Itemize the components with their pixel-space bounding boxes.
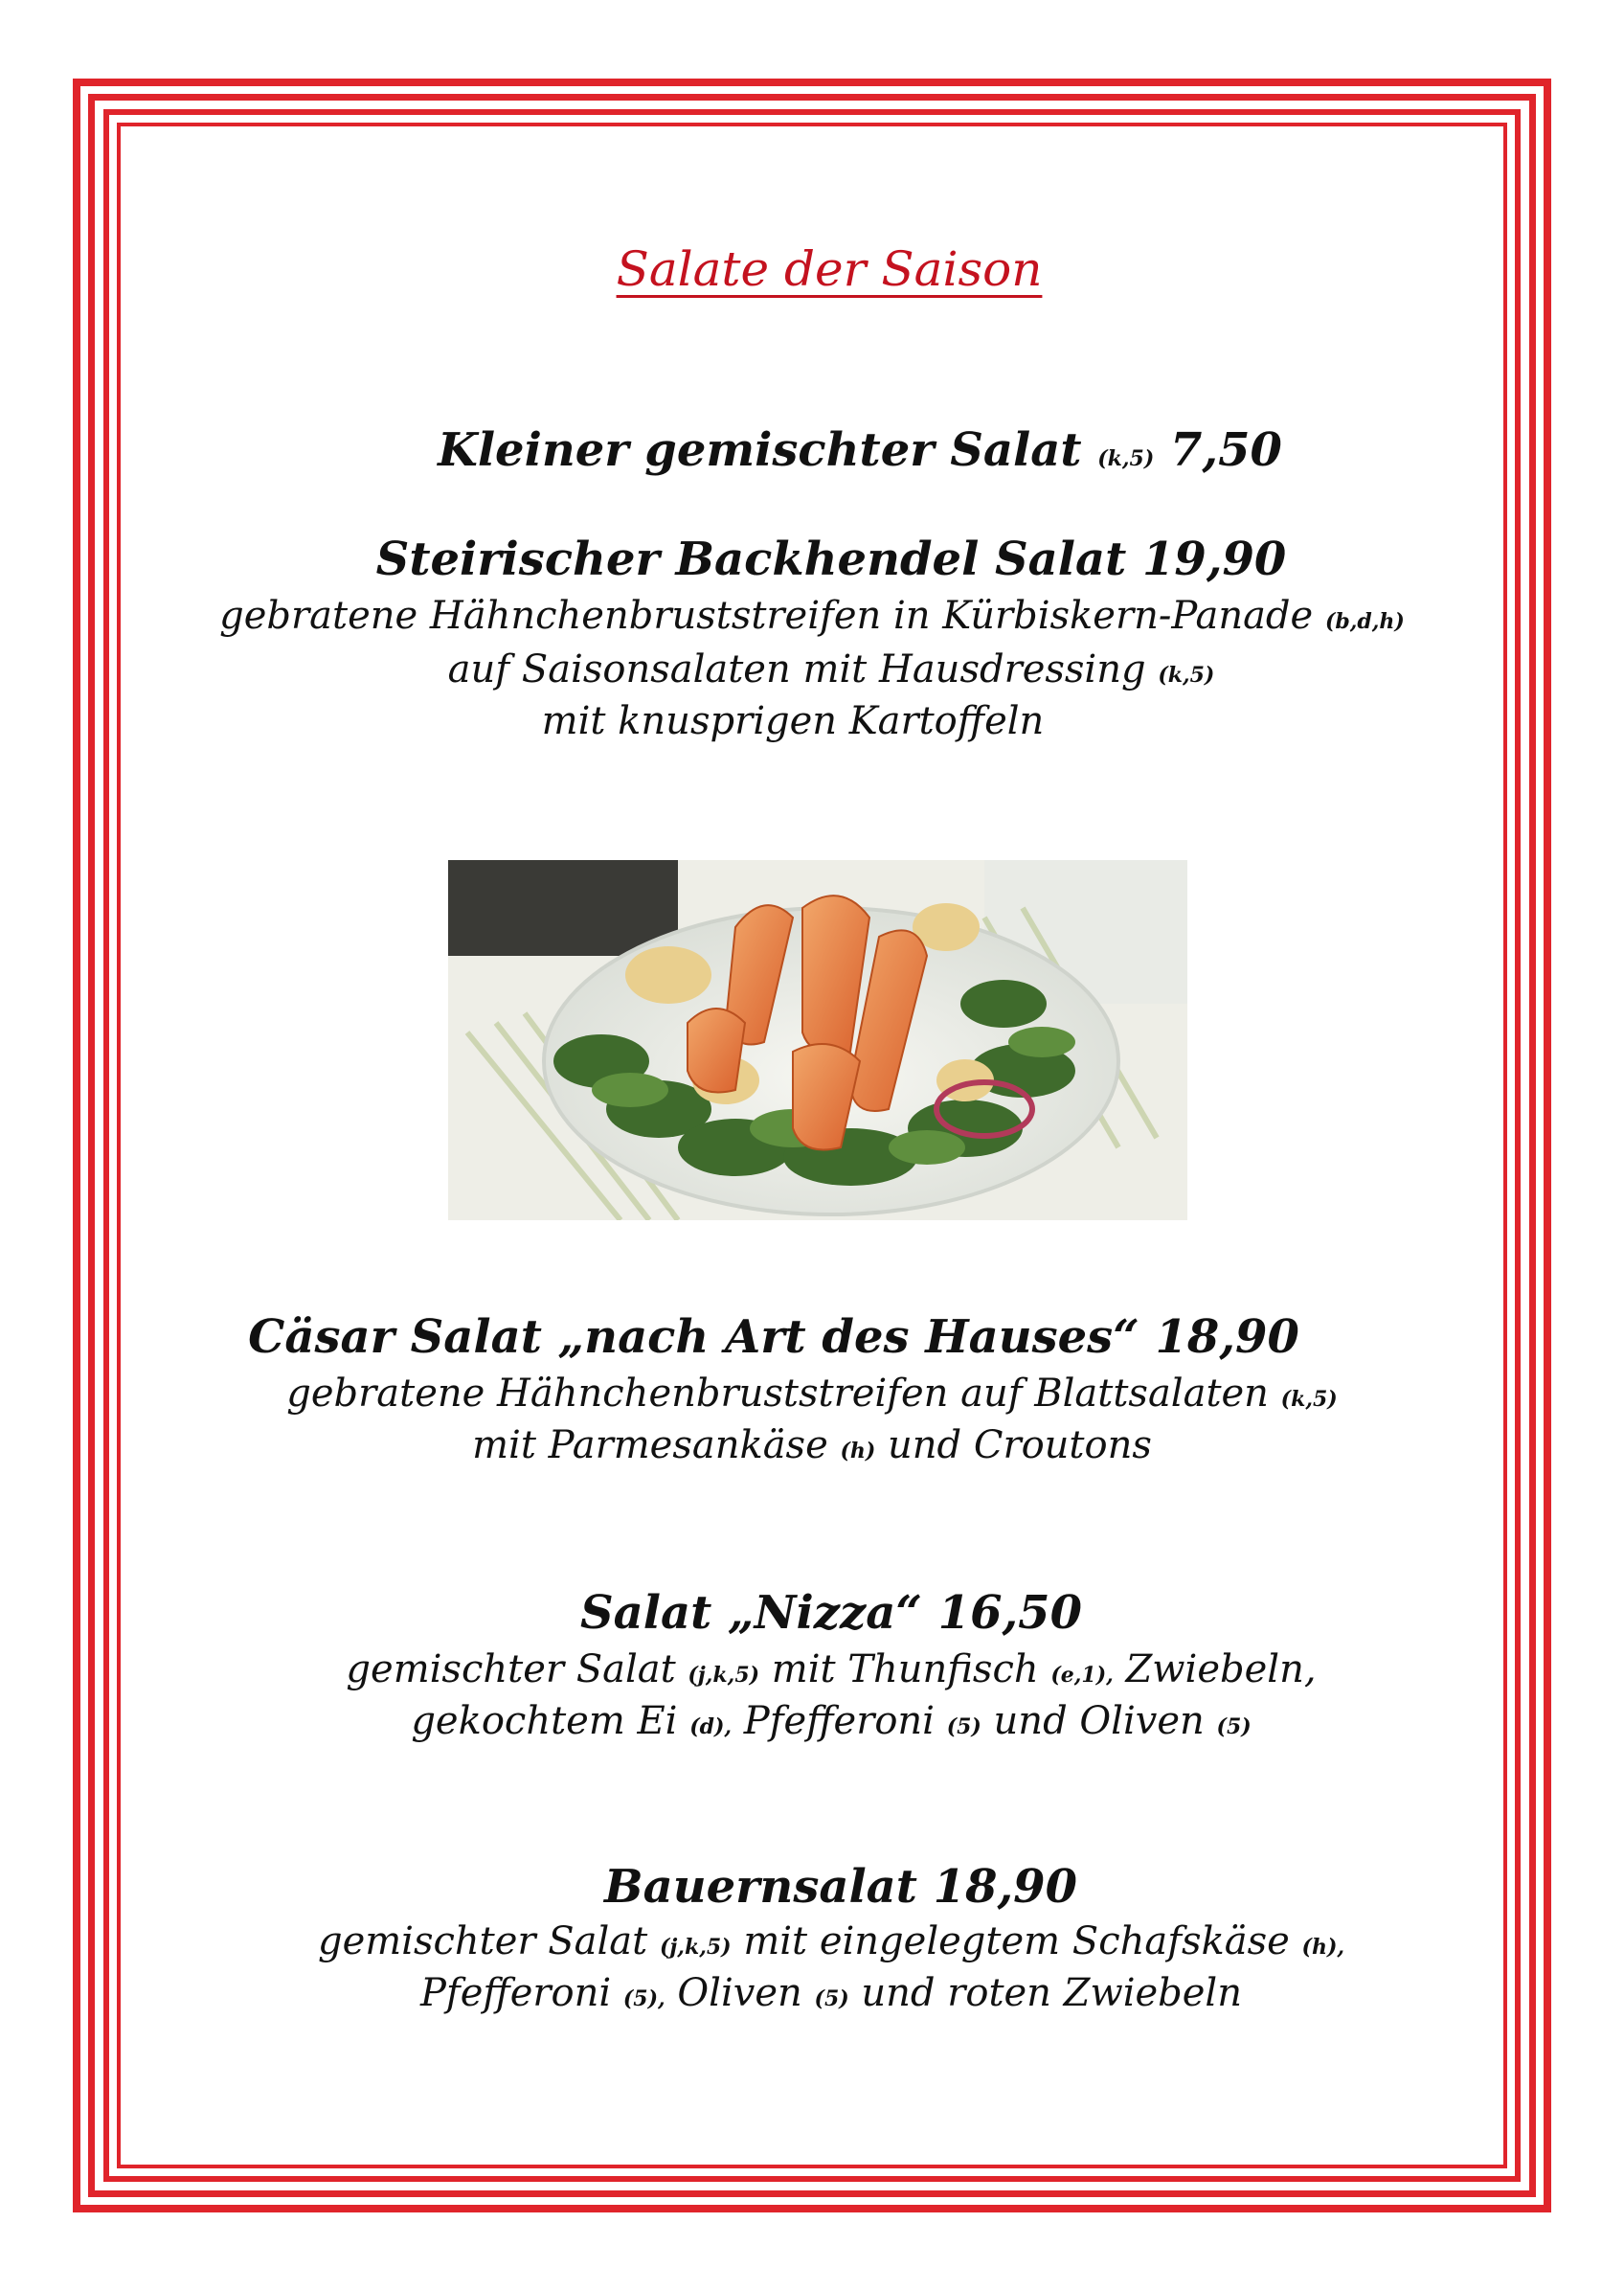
dish-price: 16,50 (937, 1586, 1082, 1640)
dish-bauernsalat (29, 1860, 1624, 1914)
dish-description: gebratene Hähnchenbruststreifen in Kürbiskern-Panade (b,d,h) (219, 594, 1405, 638)
dish-description: mit Parmesankäse (h) und Croutons (472, 1423, 1152, 1467)
dish-name: Steirischer Backhendel Salat (375, 533, 1127, 586)
dish-salat-nizza (19, 1586, 1624, 1640)
dish-description: gemischter Salat (j,k,5) mit eingelegtem Schafskäse (h), (317, 1919, 1345, 1963)
dish-name: Salat „Nizza“ (580, 1586, 922, 1640)
menu-section-title: Salate der Saison (616, 241, 1043, 297)
dish-description: gebratene Hähnchenbruststreifen auf Blattsalaten (k,5) (286, 1372, 1338, 1416)
dish-name: Bauernsalat (604, 1860, 917, 1914)
dish-description: gemischter Salat (j,k,5) mit Thunfisch (e,1), Zwiebeln, (346, 1647, 1317, 1691)
dish-steirischer-backhendel-salat (19, 533, 1624, 586)
dish-caesar-salat (0, 1310, 1586, 1364)
dish-description: gekochtem Ei (d), Pfefferoni (5) und Oliven (5) (411, 1699, 1252, 1743)
dish-name: Cäsar Salat „nach Art des Hauses“ (248, 1310, 1139, 1364)
dish-name: Kleiner gemischter Salat (438, 423, 1082, 477)
dish-description: Pfefferoni (5), Oliven (5) und roten Zwiebeln (419, 1971, 1242, 2015)
allergen-codes: (k,5) (1097, 446, 1155, 471)
dish-description: auf Saisonsalaten mit Hausdressing (k,5) (447, 647, 1215, 692)
dish-price: 18,90 (1155, 1310, 1299, 1364)
dish-description: mit knusprigen Kartoffeln (541, 699, 1045, 743)
dish-price: 19,90 (1142, 533, 1287, 586)
salad-photo (448, 860, 1187, 1220)
dish-kleiner-gemischter-salat (48, 423, 1624, 477)
dish-price: 18,90 (933, 1860, 1077, 1914)
dish-price: 7,50 (1169, 423, 1282, 477)
